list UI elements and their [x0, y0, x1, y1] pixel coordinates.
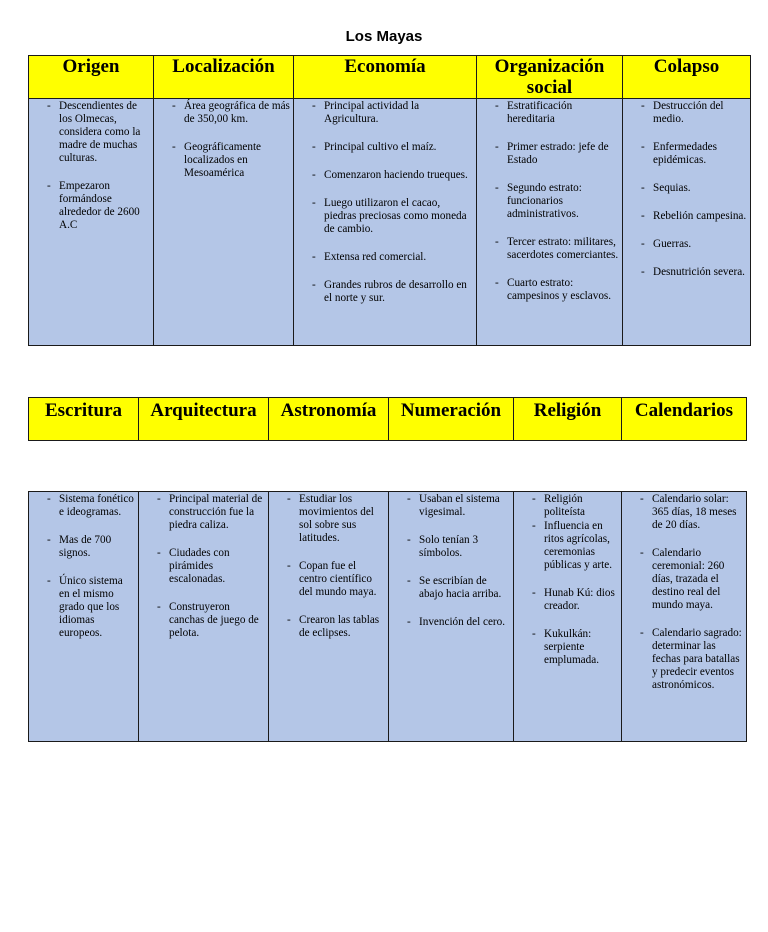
- list-item-text: Crearon las tablas de eclipses.: [299, 614, 380, 639]
- bullet-dash: -: [641, 182, 645, 194]
- list-item: [627, 210, 747, 223]
- table-2-header-row: [29, 398, 747, 441]
- bullet-dash: -: [407, 493, 411, 505]
- list-item: [158, 100, 290, 126]
- bullet-dash: -: [312, 251, 316, 263]
- list-item: [626, 547, 743, 612]
- list-item-text: Mas de 700 signos.: [59, 534, 112, 559]
- cell-localizacion: [154, 99, 294, 346]
- list-item-text: Religión politeísta: [544, 493, 586, 518]
- bullet-dash: -: [312, 279, 316, 291]
- bullet-dash: -: [172, 141, 176, 153]
- list-item-text: Único sistema en el mismo grado que los idiomas europeos.: [59, 575, 123, 639]
- bullet-dash: -: [641, 100, 645, 112]
- list-item-text: Enfermedades epidémicas.: [653, 141, 717, 166]
- list-item-text: Calendario solar: 365 días, 18 meses de 20 días.: [652, 493, 737, 531]
- list-item-text: Geográficamente localizados en Mesoamérica: [184, 141, 262, 179]
- cell-numeracion: [389, 492, 514, 742]
- list-item: [33, 180, 150, 232]
- list-item-text: Cuarto estrato: campesinos y esclavos.: [507, 277, 612, 302]
- bullet-dash: -: [312, 169, 316, 181]
- list-item: [33, 575, 135, 640]
- bullet-dash: -: [495, 141, 499, 153]
- cell-economia: [294, 99, 477, 346]
- list-item: [627, 266, 747, 279]
- header-astronomia: Astronomía: [269, 398, 389, 441]
- list-item-text: Construyeron canchas de juego de pelota.: [169, 601, 259, 639]
- page-title: Los Mayas: [345, 28, 423, 45]
- header-escritura: Escritura: [29, 398, 139, 441]
- list-item-text: Invención del cero.: [419, 616, 506, 628]
- bullet-dash: -: [407, 575, 411, 587]
- list-item: [626, 627, 743, 692]
- bullet-dash: -: [287, 614, 291, 626]
- bullet-list: [518, 493, 618, 667]
- list-item: [273, 614, 385, 640]
- bullet-dash: -: [495, 236, 499, 248]
- bullet-list: [33, 100, 150, 232]
- table-1-header-row: [29, 56, 751, 99]
- list-item: [481, 141, 619, 167]
- bullet-list: [273, 493, 385, 640]
- bullet-list: [481, 100, 619, 303]
- list-item: [33, 534, 135, 560]
- list-item: [158, 141, 290, 180]
- list-item-text: Usaban el sistema vigesimal.: [419, 493, 500, 518]
- list-item-text: Ciudades con pirámides escalonadas.: [169, 547, 230, 585]
- bullet-dash: -: [641, 238, 645, 250]
- list-item: [626, 493, 743, 532]
- list-item: [393, 493, 510, 519]
- list-item: [393, 616, 510, 629]
- list-item-text: Segundo estrato: funcionarios administrativos.: [507, 182, 582, 220]
- list-item-text: Hunab Kú: dios creador.: [544, 587, 615, 612]
- list-item-text: Calendario sagrado: determinar las fechas para batallas y predecir eventos astronómicos.: [652, 627, 742, 691]
- list-item: [273, 493, 385, 545]
- list-item-text: Principal material de construcción fue la piedra caliza.: [169, 493, 263, 531]
- list-item: [481, 236, 619, 262]
- list-item-text: Primer estrado: jefe de Estado: [507, 141, 609, 166]
- bullet-list: [143, 493, 265, 640]
- list-item-text: Grandes rubros de desarrollo en el norte y sur.: [324, 279, 467, 304]
- bullet-list: [158, 100, 290, 180]
- list-item-text: Copan fue el centro científico del mundo maya.: [299, 560, 377, 598]
- list-item-text: Se escribían de abajo hacia arriba.: [419, 575, 502, 600]
- cell-religion: [514, 492, 622, 742]
- list-item-text: Solo tenían 3 símbolos.: [419, 534, 479, 559]
- list-item-text: Sistema fonético e ideogramas.: [59, 493, 134, 518]
- list-item: [627, 182, 747, 195]
- cell-origen: [29, 99, 154, 346]
- list-item: [298, 251, 473, 264]
- table-2: [28, 397, 747, 441]
- bullet-dash: -: [495, 182, 499, 194]
- list-item-text: Extensa red comercial.: [324, 251, 427, 263]
- bullet-dash: -: [532, 628, 536, 640]
- bullet-dash: -: [47, 180, 51, 192]
- bullet-dash: -: [47, 575, 51, 587]
- list-item: [33, 100, 150, 165]
- list-item: [627, 100, 747, 126]
- list-item: [33, 493, 135, 519]
- cell-colapso: [623, 99, 751, 346]
- header-colapso: Colapso: [623, 56, 751, 99]
- list-item: [273, 560, 385, 599]
- list-item: [143, 547, 265, 586]
- list-item: [518, 520, 618, 572]
- list-item: [627, 141, 747, 167]
- list-item-text: Estratificación hereditaria: [507, 100, 573, 125]
- list-item-text: Kukulkán: serpiente emplumada.: [544, 628, 599, 666]
- header-organizacion-social: Organización social: [477, 56, 623, 99]
- bullet-dash: -: [47, 493, 51, 505]
- list-item-text: Rebelión campesina.: [653, 210, 747, 222]
- bullet-dash: -: [532, 520, 536, 532]
- bullet-list: [393, 493, 510, 629]
- header-numeracion: Numeración: [389, 398, 514, 441]
- bullet-dash: -: [641, 266, 645, 278]
- bullet-dash: -: [640, 627, 644, 639]
- list-item-text: Calendario ceremonial: 260 días, trazada el destino real del mundo maya.: [652, 547, 725, 611]
- list-item-text: Área geográfica de más de 350,00 km.: [184, 100, 290, 125]
- list-item-text: Comenzaron haciendo trueques.: [324, 169, 468, 181]
- header-calendarios: Calendarios: [622, 398, 747, 441]
- list-item: [518, 628, 618, 667]
- bullet-dash: -: [312, 141, 316, 153]
- header-localizacion: Localización: [154, 56, 294, 99]
- bullet-dash: -: [47, 534, 51, 546]
- list-item-text: Descendientes de los Olmecas, considera como la madre de muchas culturas.: [59, 100, 141, 164]
- list-item: [481, 100, 619, 126]
- bullet-dash: -: [640, 493, 644, 505]
- cell-astronomia: [269, 492, 389, 742]
- list-item-text: Principal actividad la Agricultura.: [324, 100, 420, 125]
- list-item: [481, 277, 619, 303]
- table-3: [28, 491, 747, 742]
- header-origen: Origen: [29, 56, 154, 99]
- bullet-dash: -: [172, 100, 176, 112]
- bullet-dash: -: [641, 141, 645, 153]
- bullet-dash: -: [157, 547, 161, 559]
- bullet-dash: -: [287, 493, 291, 505]
- list-item-text: Guerras.: [653, 238, 692, 250]
- table-3-body-row: [29, 492, 747, 742]
- bullet-dash: -: [407, 534, 411, 546]
- list-item: [298, 100, 473, 126]
- list-item-text: Estudiar los movimientos del sol sobre sus latitudes.: [299, 493, 374, 544]
- bullet-dash: -: [495, 277, 499, 289]
- bullet-list: [33, 493, 135, 640]
- header-economia: Economía: [294, 56, 477, 99]
- bullet-list: [626, 493, 743, 692]
- list-item: [627, 238, 747, 251]
- header-religion: Religión: [514, 398, 622, 441]
- list-item-text: Sequias.: [653, 182, 691, 194]
- list-item: [518, 587, 618, 613]
- cell-organizacion-social: [477, 99, 623, 346]
- list-item: [393, 575, 510, 601]
- list-item: [298, 279, 473, 305]
- bullet-dash: -: [532, 493, 536, 505]
- bullet-dash: -: [407, 616, 411, 628]
- bullet-dash: -: [157, 493, 161, 505]
- list-item-text: Desnutrición severa.: [653, 266, 745, 278]
- bullet-list: [298, 100, 473, 305]
- bullet-dash: -: [640, 547, 644, 559]
- list-item-text: Influencia en ritos agrícolas, ceremonias públicas y arte.: [544, 520, 613, 571]
- bullet-dash: -: [312, 197, 316, 209]
- list-item-text: Principal cultivo el maíz.: [324, 141, 437, 153]
- bullet-dash: -: [641, 210, 645, 222]
- list-item: [518, 493, 618, 519]
- cell-arquitectura: [139, 492, 269, 742]
- bullet-dash: -: [312, 100, 316, 112]
- bullet-dash: -: [495, 100, 499, 112]
- bullet-dash: -: [47, 100, 51, 112]
- list-item-text: Empezaron formándose alrededor de 2600 A.C: [59, 180, 140, 231]
- list-item: [393, 534, 510, 560]
- list-item: [298, 197, 473, 236]
- list-item-text: Tercer estrato: militares, sacerdotes comerciantes.: [507, 236, 619, 261]
- cell-escritura: [29, 492, 139, 742]
- bullet-dash: -: [157, 601, 161, 613]
- table-1: [28, 55, 751, 346]
- bullet-dash: -: [287, 560, 291, 572]
- list-item-text: Destrucción del medio.: [653, 100, 724, 125]
- list-item: [143, 493, 265, 532]
- bullet-list: [627, 100, 747, 279]
- cell-calendarios: [622, 492, 747, 742]
- list-item: [298, 169, 473, 182]
- list-item: [481, 182, 619, 221]
- header-arquitectura: Arquitectura: [139, 398, 269, 441]
- bullet-dash: -: [532, 587, 536, 599]
- table-1-body-row: [29, 99, 751, 346]
- list-item: [143, 601, 265, 640]
- list-item-text: Luego utilizaron el cacao, piedras preciosas como moneda de cambio.: [324, 197, 467, 235]
- list-item: [298, 141, 473, 154]
